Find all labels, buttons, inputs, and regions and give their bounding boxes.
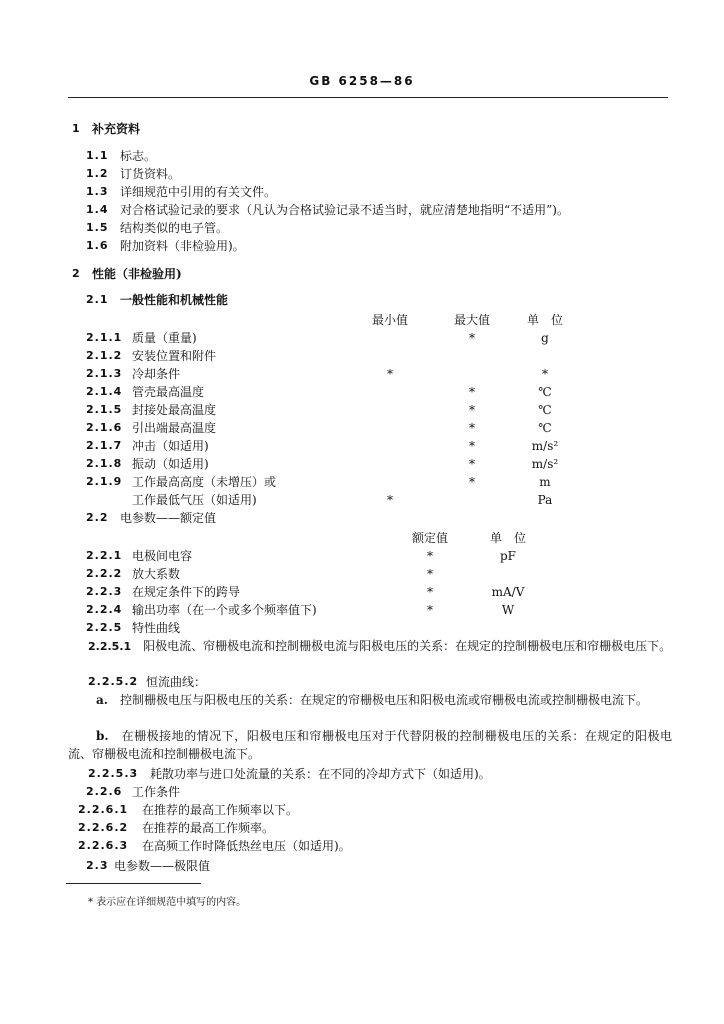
subsection-title: 电参数——额定值 — [120, 511, 217, 525]
paragraph-number: 2.2.6.1 — [78, 803, 129, 816]
row-number: 2.1.8 — [86, 457, 123, 470]
cell-unit: ℃ — [538, 421, 552, 435]
row-number: 2.1.2 — [86, 349, 123, 362]
column-header-max: 最大值 — [453, 313, 490, 327]
cell-max: * — [469, 331, 475, 345]
row-number: 2.2.5 — [86, 621, 123, 634]
section-title: 性能（非检验用) — [92, 267, 182, 281]
cell-max: * — [469, 385, 475, 399]
row-text: 输出功率（在一个或多个频率值下) — [132, 603, 317, 617]
row-number: 2.1.6 — [86, 421, 123, 434]
item-number: 1.6 — [86, 239, 109, 252]
subsection-title: 电参数——极限值 — [114, 859, 211, 873]
cell-rated: * — [427, 603, 433, 617]
subsection-number: 2.2 — [86, 511, 109, 524]
item-number: 1.5 — [86, 221, 109, 234]
cell-rated: * — [427, 585, 433, 599]
cell-unit: * — [542, 367, 548, 381]
paragraph-2-2-5-1 — [68, 637, 672, 656]
cell-rated: * — [427, 549, 433, 563]
paragraph-text: 恒流曲线： — [146, 675, 207, 689]
item-number: 1.1 — [86, 149, 109, 162]
standard-header: GB 6258—86 — [309, 74, 415, 88]
paragraph-text: 工作条件 — [132, 785, 181, 799]
row-text: 振动（如适用) — [132, 457, 209, 471]
item-text: 对合格试验记录的要求（凡认为合格试验记录不适当时，就应清楚地指明“不适用”)。 — [120, 203, 569, 217]
footnote: * 表示应在详细规范中填写的内容。 — [88, 897, 247, 908]
subsection-number: 2.1 — [86, 293, 109, 306]
cell-max: * — [469, 439, 475, 453]
paragraph-text: 在高频工作时降低热丝电压（如适用)。 — [142, 839, 351, 853]
header-rule — [68, 97, 668, 98]
section-number: 2 — [72, 267, 81, 280]
cell-unit: mA/V — [491, 585, 525, 599]
item-label: a. — [96, 693, 108, 707]
row-number: 2.1.4 — [86, 385, 123, 398]
item-text: 附加资料（非检验用)。 — [120, 239, 245, 253]
paragraph-text: 在推荐的最高工作频率。 — [142, 821, 275, 835]
paragraph-number: 2.2.6.3 — [78, 839, 129, 852]
paragraph-number: 2.2.5.1 — [88, 640, 132, 653]
paragraph-number: 2.2.6.2 — [78, 821, 129, 834]
paragraph-number: 2.2.6 — [86, 785, 123, 798]
row-number: 2.1.9 — [86, 475, 123, 488]
row-text: 管壳最高温度 — [132, 385, 205, 399]
column-header-unit: 单 位 — [489, 531, 526, 545]
item-number: 1.2 — [86, 167, 109, 180]
item-label: b. — [96, 729, 109, 743]
row-number: 2.2.1 — [86, 549, 123, 562]
row-number: 2.2.3 — [86, 585, 123, 598]
row-text: 特性曲线 — [132, 621, 181, 635]
section-number: 1 — [72, 122, 81, 135]
column-header-unit: 单 位 — [526, 313, 563, 327]
cell-max: * — [469, 475, 475, 489]
cell-max: * — [469, 421, 475, 435]
paragraph-number: 2.2.5.3 — [88, 767, 139, 780]
row-text: 引出端最高温度 — [132, 421, 217, 435]
item-text: 标志。 — [120, 149, 157, 163]
cell-max: * — [469, 457, 475, 471]
cell-unit: Pa — [537, 493, 553, 507]
paragraph-text: 控制栅极电压与阳极电压的关系：在规定的帘栅极电压和阳极电流或帘栅极电流或控制栅极电流下。 — [119, 693, 648, 707]
section-title: 补充资料 — [92, 122, 141, 136]
item-number: 1.3 — [86, 185, 109, 198]
cell-unit: m/s² — [531, 439, 559, 453]
cell-unit: pF — [499, 549, 516, 563]
row-text: 工作最低气压（如适用) — [132, 493, 257, 507]
row-text: 电极间电容 — [132, 549, 193, 563]
row-number: 2.1.1 — [86, 331, 123, 344]
item-number: 1.4 — [86, 203, 109, 216]
cell-unit: ℃ — [538, 403, 552, 417]
row-text: 冷却条件 — [132, 367, 181, 381]
paragraph-text: 在栅极接地的情况下，阳极电压和帘栅极电压对于代替阴极的控制栅极电压的关系：在规定的阳极电流、帘栅极电流和控制栅极电流下。 — [68, 729, 672, 761]
row-number: 2.1.7 — [86, 439, 123, 452]
row-text: 安装位置和附件 — [132, 349, 217, 363]
cell-unit: g — [541, 331, 549, 345]
row-number: 2.1.3 — [86, 367, 123, 380]
row-text: 质量（重量) — [132, 331, 197, 345]
cell-unit: m/s² — [531, 457, 559, 471]
cell-rated: * — [427, 567, 433, 581]
subsection-number: 2.3 — [86, 859, 109, 872]
paragraph-text: 阳极电流、帘栅极电流和控制栅极电流与阳极电压的关系：在规定的控制栅极电压和帘栅极电压下。 — [143, 639, 672, 653]
row-number: 2.2.2 — [86, 567, 123, 580]
row-number: 2.1.5 — [86, 403, 123, 416]
row-text: 封接处最高温度 — [132, 403, 217, 417]
cell-unit: ℃ — [538, 385, 552, 399]
paragraph-number: 2.2.5.2 — [88, 675, 139, 688]
column-header-min: 最小值 — [371, 313, 408, 327]
paragraph-a — [68, 691, 672, 709]
footnote-rule — [66, 883, 201, 884]
paragraph-text: 在推荐的最高工作频率以下。 — [142, 803, 299, 817]
row-number: 2.2.4 — [86, 603, 123, 616]
item-text: 详细规范中引用的有关文件。 — [120, 185, 277, 199]
row-text: 冲击（如适用) — [132, 439, 209, 453]
subsection-title: 一般性能和机械性能 — [120, 293, 229, 307]
row-text: 工作最高高度（未增压）或 — [132, 475, 277, 489]
paragraph-text: 耗散功率与进口处流量的关系：在不同的冷却方式下（如适用)。 — [150, 767, 491, 781]
cell-min: * — [387, 493, 393, 507]
column-header-rated: 额定值 — [411, 531, 448, 545]
cell-max: * — [469, 403, 475, 417]
cell-min: * — [387, 367, 393, 381]
cell-unit: m — [539, 475, 551, 489]
item-text: 结构类似的电子管。 — [120, 221, 229, 235]
row-text: 在规定条件下的跨导 — [132, 585, 241, 599]
paragraph-b — [68, 727, 672, 763]
cell-unit: W — [501, 603, 515, 617]
item-text: 订货资料。 — [120, 167, 181, 181]
row-text: 放大系数 — [132, 567, 181, 581]
